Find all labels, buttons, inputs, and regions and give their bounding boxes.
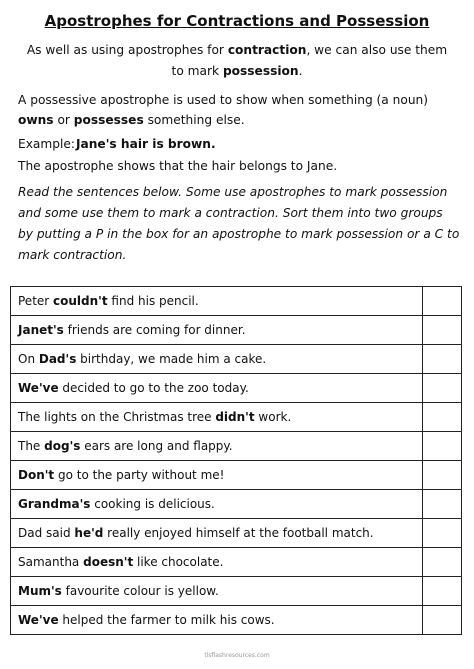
sentence-cell bbox=[11, 374, 423, 403]
footer-watermark: tlsflashresources.com bbox=[204, 652, 270, 659]
example-line bbox=[18, 134, 460, 154]
sentence-apostrophe-word: Janet's bbox=[18, 323, 64, 337]
answer-box[interactable] bbox=[423, 316, 462, 345]
sentence-apostrophe-word: We've bbox=[18, 613, 59, 627]
answer-box[interactable] bbox=[423, 519, 462, 548]
sentence-cell bbox=[11, 316, 423, 345]
table-row bbox=[11, 577, 462, 606]
sentence-apostrophe-word: he'd bbox=[74, 526, 104, 540]
sentence-apostrophe-word: We've bbox=[18, 381, 59, 395]
sentence-cell bbox=[11, 287, 423, 316]
sentence-post: favourite colour is yellow. bbox=[61, 584, 219, 598]
answer-box[interactable] bbox=[423, 403, 462, 432]
sentence-apostrophe-word: couldn't bbox=[53, 294, 108, 308]
table-row bbox=[11, 316, 462, 345]
table-row bbox=[11, 606, 462, 635]
table-row bbox=[11, 374, 462, 403]
definition-keyword-owns: owns bbox=[18, 113, 54, 127]
sentence-cell bbox=[11, 519, 423, 548]
table-row bbox=[11, 548, 462, 577]
sentence-cell bbox=[11, 345, 423, 374]
table-row bbox=[11, 490, 462, 519]
intro-keyword-contraction: contraction bbox=[227, 43, 307, 57]
answer-box[interactable] bbox=[423, 287, 462, 316]
sentence-pre: Peter bbox=[18, 294, 54, 308]
sentence-cell bbox=[11, 606, 423, 635]
table-row bbox=[11, 403, 462, 432]
intro-mid: , we can also use them to mark bbox=[171, 43, 448, 78]
table-row bbox=[11, 461, 462, 490]
table-row bbox=[11, 432, 462, 461]
answer-box[interactable] bbox=[423, 606, 462, 635]
table-row bbox=[11, 519, 462, 548]
sentence-post: like chocolate. bbox=[133, 555, 224, 569]
answer-box[interactable] bbox=[423, 577, 462, 606]
sentence-apostrophe-word: dog's bbox=[44, 439, 81, 453]
answer-box[interactable] bbox=[423, 345, 462, 374]
sentence-apostrophe-word: Don't bbox=[18, 468, 55, 482]
answer-box[interactable] bbox=[423, 490, 462, 519]
answer-box[interactable] bbox=[423, 374, 462, 403]
sentence-post: helped the farmer to milk his cows. bbox=[58, 613, 275, 627]
table-row bbox=[11, 345, 462, 374]
sentence-cell bbox=[11, 403, 423, 432]
sentence-post: ears are long and flappy. bbox=[80, 439, 233, 453]
intro-keyword-possession: possession bbox=[222, 64, 299, 78]
instructions-text: Read the sentences below. Some use apostrophes to mark possession and some use them to mark a contraction. Sort them into two groups by putting a P in the box for an apostrophe to mark possession or a C to mark contraction. bbox=[18, 185, 460, 262]
sentence-cell bbox=[11, 461, 423, 490]
sentence-post: cooking is delicious. bbox=[90, 497, 215, 511]
sentence-post: decided to go to the zoo today. bbox=[58, 381, 249, 395]
sentence-pre: Dad said bbox=[18, 526, 75, 540]
sentence-post: really enjoyed himself at the football match. bbox=[103, 526, 374, 540]
definition-mid: or bbox=[53, 113, 74, 127]
sentence-apostrophe-word: didn't bbox=[215, 410, 255, 424]
sentence-cell bbox=[11, 577, 423, 606]
answer-box[interactable] bbox=[423, 432, 462, 461]
explanation-text: The apostrophe shows that the hair belongs to Jane. bbox=[18, 159, 338, 173]
sentence-post: go to the party without me! bbox=[54, 468, 225, 482]
answer-box[interactable] bbox=[423, 461, 462, 490]
sentence-pre: The lights on the Christmas tree bbox=[18, 410, 216, 424]
sentence-cell bbox=[11, 490, 423, 519]
sentence-apostrophe-word: Mum's bbox=[18, 584, 62, 598]
sentence-apostrophe-word: Dad's bbox=[38, 352, 77, 366]
sentence-apostrophe-word: doesn't bbox=[83, 555, 134, 569]
definition-text bbox=[18, 90, 460, 130]
intro-text bbox=[22, 40, 452, 82]
intro-post: . bbox=[298, 64, 303, 78]
definition-keyword-possesses: possesses bbox=[73, 113, 144, 127]
answer-box[interactable] bbox=[423, 548, 462, 577]
sentence-apostrophe-word: Grandma's bbox=[18, 497, 91, 511]
sentence-pre: On bbox=[18, 352, 39, 366]
sentence-cell bbox=[11, 548, 423, 577]
table-row bbox=[11, 287, 462, 316]
sentence-table bbox=[10, 286, 462, 635]
example-label: Example: bbox=[18, 137, 75, 151]
intro-pre: As well as using apostrophes for bbox=[26, 43, 228, 57]
sentence-pre: Samantha bbox=[18, 555, 84, 569]
sentence-cell bbox=[11, 432, 423, 461]
definition-post: something else. bbox=[143, 113, 245, 127]
definition-pre: A possessive apostrophe is used to show when something (a noun) bbox=[18, 93, 429, 107]
sentence-post: birthday, we made him a cake. bbox=[76, 352, 267, 366]
sentence-post: find his pencil. bbox=[107, 294, 199, 308]
sentence-post: friends are coming for dinner. bbox=[63, 323, 246, 337]
sentence-post: work. bbox=[254, 410, 292, 424]
worksheet-title: Apostrophes for Contractions and Possession bbox=[44, 12, 430, 30]
example-sentence: Jane's hair is brown. bbox=[76, 137, 216, 151]
sentence-pre: The bbox=[18, 439, 45, 453]
